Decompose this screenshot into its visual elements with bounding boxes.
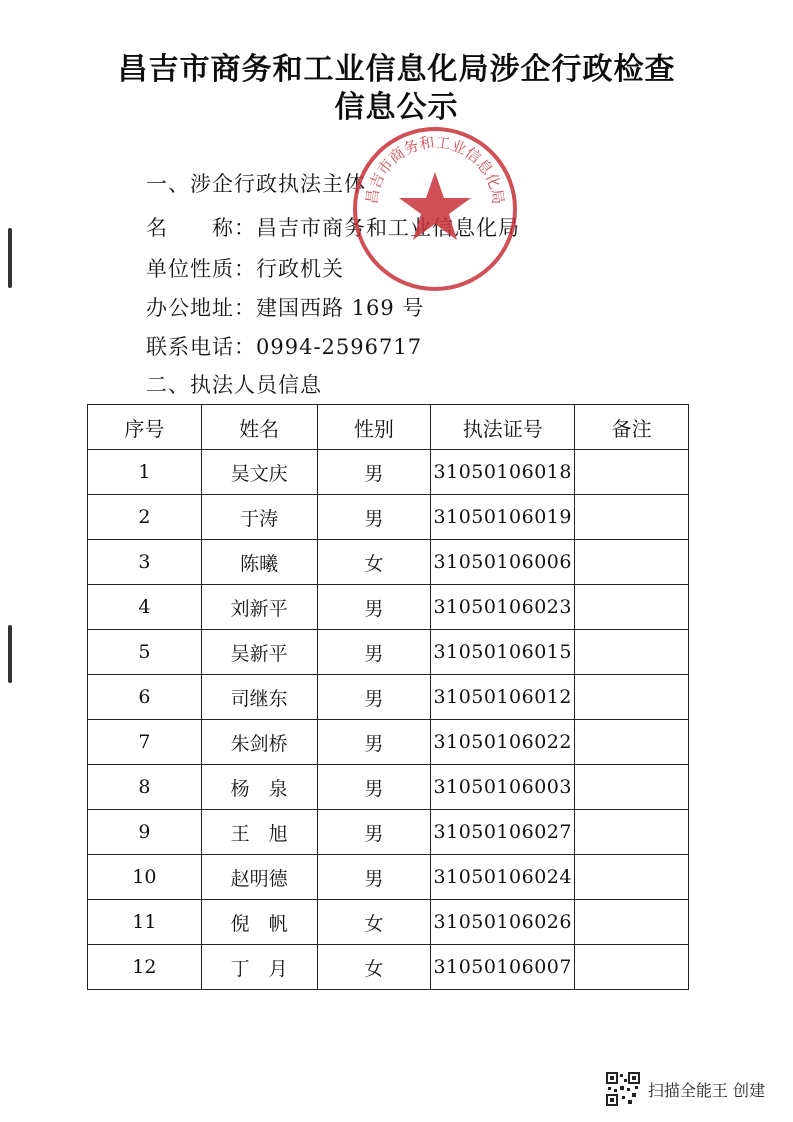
table-row: [88, 675, 689, 720]
cell-no: 7: [88, 720, 202, 765]
seal-star-icon: [399, 172, 471, 240]
cell-name: 倪 帆: [201, 900, 317, 945]
scan-edge-mark: [8, 625, 12, 683]
cell-cert: 31050106006: [431, 540, 575, 585]
qr-code-icon: [606, 1072, 640, 1106]
field-nature-label: 单位性质：: [146, 257, 256, 281]
cell-name: 吴新平: [201, 630, 317, 675]
cell-cert: 31050106022: [431, 720, 575, 765]
cell-no: 3: [88, 540, 202, 585]
cell-no: 10: [88, 855, 202, 900]
cell-note: [575, 945, 689, 990]
cell-gender: 男: [317, 855, 431, 900]
header-name: 姓名: [201, 405, 317, 450]
table-row: [88, 540, 689, 585]
cell-note: [575, 765, 689, 810]
cell-gender: 男: [317, 450, 431, 495]
table-row: [88, 720, 689, 765]
cell-no: 1: [88, 450, 202, 495]
cell-no: 11: [88, 900, 202, 945]
cell-note: [575, 900, 689, 945]
cell-no: 6: [88, 675, 202, 720]
cell-name: 朱剑桥: [201, 720, 317, 765]
field-nature-value: 行政机关: [256, 257, 344, 281]
scanner-watermark: [606, 1072, 765, 1106]
table-row: [88, 945, 689, 990]
cell-cert: 31050106018: [431, 450, 575, 495]
cell-gender: 男: [317, 810, 431, 855]
cell-cert: 31050106026: [431, 900, 575, 945]
cell-no: 8: [88, 765, 202, 810]
field-address-label: 办公地址：: [146, 296, 256, 320]
field-nature: [146, 253, 344, 283]
cell-name: 吴文庆: [201, 450, 317, 495]
table-row: [88, 765, 689, 810]
table-header-row: [88, 405, 689, 450]
cell-name: 赵明德: [201, 855, 317, 900]
cell-cert: 31050106007: [431, 945, 575, 990]
enforcement-staff-table: [87, 404, 689, 990]
cell-no: 12: [88, 945, 202, 990]
cell-note: [575, 495, 689, 540]
official-seal: [350, 124, 520, 294]
cell-name: 陈曦: [201, 540, 317, 585]
header-note: 备注: [575, 405, 689, 450]
cell-name: 王 旭: [201, 810, 317, 855]
cell-name: 杨 泉: [201, 765, 317, 810]
field-address: [146, 292, 424, 322]
field-phone-label: 联系电话：: [146, 335, 256, 359]
cell-name: 刘新平: [201, 585, 317, 630]
table-row: [88, 810, 689, 855]
field-phone-value: 0994-2596717: [256, 335, 423, 359]
cell-cert: 31050106003: [431, 765, 575, 810]
field-name-label: 名 称：: [146, 216, 256, 240]
table-row: [88, 630, 689, 675]
table-row: [88, 900, 689, 945]
section-2-heading: 二、执法人员信息: [146, 373, 322, 397]
scan-edge-mark: [8, 228, 12, 288]
cell-gender: 男: [317, 630, 431, 675]
table-row: [88, 495, 689, 540]
cell-note: [575, 855, 689, 900]
section-1-heading: 一、涉企行政执法主体: [146, 172, 366, 196]
cell-note: [575, 585, 689, 630]
cell-cert: 31050106027: [431, 810, 575, 855]
cell-gender: 男: [317, 765, 431, 810]
cell-no: 4: [88, 585, 202, 630]
cell-cert: 31050106023: [431, 585, 575, 630]
cell-cert: 31050106024: [431, 855, 575, 900]
table-row: [88, 450, 689, 495]
cell-gender: 女: [317, 945, 431, 990]
cell-cert: 31050106012: [431, 675, 575, 720]
cell-gender: 女: [317, 540, 431, 585]
field-name-value: 昌吉市商务和工业信息化局: [256, 216, 520, 240]
header-no: 序号: [88, 405, 202, 450]
cell-no: 9: [88, 810, 202, 855]
cell-note: [575, 450, 689, 495]
watermark-text: 扫描全能王 创建: [647, 1080, 765, 1100]
cell-gender: 男: [317, 495, 431, 540]
cell-note: [575, 720, 689, 765]
cell-gender: 男: [317, 720, 431, 765]
cell-gender: 男: [317, 585, 431, 630]
cell-note: [575, 540, 689, 585]
page-title-line-2: 信息公示: [334, 90, 459, 125]
cell-name: 司继东: [201, 675, 317, 720]
seal-text: 昌吉市商务和工业信息化局: [362, 133, 508, 206]
cell-gender: 男: [317, 675, 431, 720]
header-cert: 执法证号: [431, 405, 575, 450]
cell-note: [575, 810, 689, 855]
page-title-line-1: 昌吉市商务和工业信息化局涉企行政检查: [117, 52, 676, 87]
cell-name: 丁 月: [201, 945, 317, 990]
cell-cert: 31050106015: [431, 630, 575, 675]
cell-cert: 31050106019: [431, 495, 575, 540]
cell-no: 5: [88, 630, 202, 675]
cell-gender: 女: [317, 900, 431, 945]
cell-note: [575, 630, 689, 675]
cell-note: [575, 675, 689, 720]
cell-no: 2: [88, 495, 202, 540]
table-row: [88, 855, 689, 900]
cell-name: 于涛: [201, 495, 317, 540]
table-row: [88, 585, 689, 630]
header-gender: 性别: [317, 405, 431, 450]
field-phone: [146, 331, 422, 361]
field-address-value: 建国西路 169 号: [256, 296, 425, 320]
